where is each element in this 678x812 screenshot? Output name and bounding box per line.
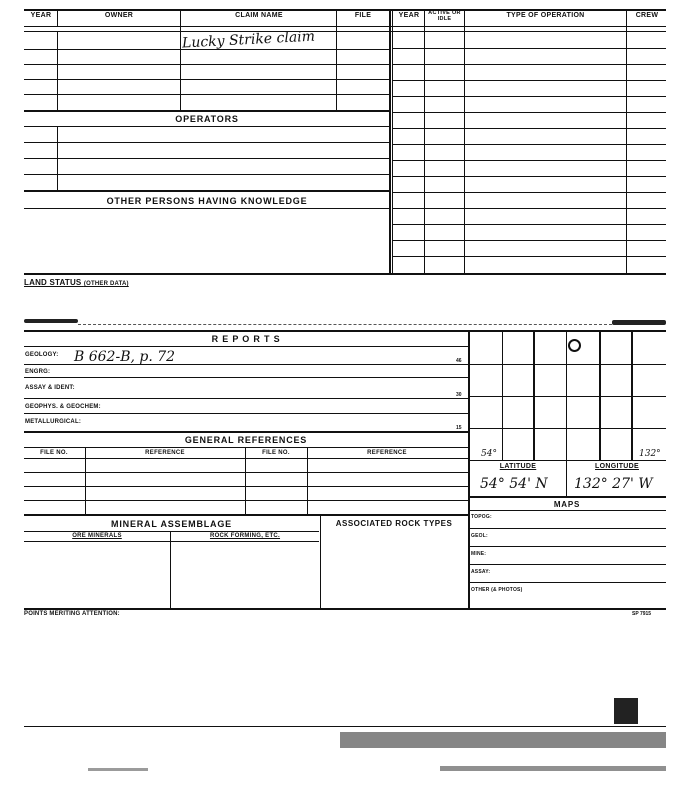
operators-title: OPERATORS — [175, 114, 239, 124]
metallurgical-label: METALLURGICAL: — [25, 419, 82, 425]
ref-header-reference-1: REFERENCE — [145, 450, 185, 456]
latitude-value: 54° 54' N — [480, 476, 548, 492]
header-active-or-idle: ACTIVE OR IDLE — [428, 10, 461, 22]
ore-minerals-header: ORE MINERALS — [72, 533, 122, 539]
header-year-right: YEAR — [398, 12, 420, 19]
geophys-label: GEOPHYS. & GEOCHEM: — [25, 404, 101, 410]
metallurgical-num: 15 — [456, 425, 462, 431]
maps-mine: MINE: — [471, 551, 487, 557]
rock-forming-header: ROCK FORMING, ETC. — [209, 533, 281, 539]
points-meriting-label: POINTS MERITING ATTENTION: — [24, 611, 120, 617]
maps-title: MAPS — [553, 500, 581, 509]
header-type-of-operation: TYPE OF OPERATION — [506, 12, 585, 19]
header-crew: CREW — [635, 12, 659, 19]
header-owner: OWNER — [104, 12, 134, 19]
engrg-label: ENGRG: — [25, 369, 51, 375]
lat-tick: 54° — [481, 449, 497, 459]
mineral-assemblage-title: MINERAL ASSEMBLAGE — [111, 519, 232, 529]
maps-topog: TOPOG: — [471, 514, 492, 520]
geology-value: B 662-B, p. 72 — [74, 349, 176, 365]
header-file: FILE — [354, 12, 372, 19]
latitude-label: LATITUDE — [499, 463, 537, 470]
assay-label: ASSAY & IDENT: — [25, 385, 75, 391]
geology-label: GEOLOGY: — [25, 352, 59, 358]
location-circle-icon — [568, 339, 581, 352]
ref-header-reference-2: REFERENCE — [367, 450, 407, 456]
other-persons-title: OTHER PERSONS HAVING KNOWLEDGE — [106, 196, 308, 206]
longitude-label: LONGITUDE — [595, 463, 639, 470]
ref-header-file-no-2: FILE NO. — [262, 450, 290, 456]
maps-assay: ASSAY: — [471, 569, 491, 575]
form-number: SP 7915 — [632, 611, 652, 617]
longitude-value: 132° 27' W — [574, 476, 653, 492]
lon-tick: 132° — [639, 449, 661, 459]
geology-num: 46 — [456, 358, 462, 364]
general-references-title: GENERAL REFERENCES — [184, 435, 308, 445]
claim-name-value: Lucky Strike claim — [181, 28, 316, 52]
ref-header-file-no-1: FILE NO. — [40, 450, 68, 456]
header-year: YEAR — [30, 12, 52, 19]
maps-other: OTHER (& PHOTOS) — [471, 587, 523, 593]
assay-num: 30 — [456, 392, 462, 398]
header-claim-name: CLAIM NAME — [235, 12, 283, 19]
associated-rock-types-title: ASSOCIATED ROCK TYPES — [335, 519, 453, 528]
land-status-label: LAND STATUS (OTHER DATA) — [24, 278, 129, 287]
reports-title: R E P O R T S — [211, 334, 281, 344]
maps-geol: GEOL: — [471, 533, 488, 539]
